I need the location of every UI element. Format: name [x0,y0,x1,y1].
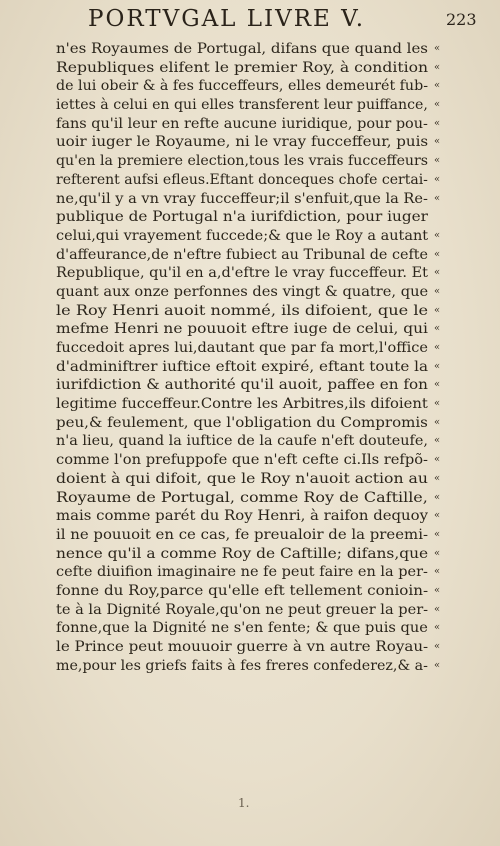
line-text: Royaume de Portugal, comme Roy de Caftille, [56,489,428,506]
marginal-quote-mark: « [434,398,441,410]
line-text: comme l'on prefuppofe que n'eft cefte ci.Ils refpõ- [56,452,428,469]
line-text: ne,qu'il y a vn vray fucceffeur;il s'enfuit,que la Re- [56,190,428,207]
marginal-quote-mark: « [434,99,441,111]
line-text: peu,& feulement, que l'obligation du Compromis [56,414,428,431]
line-text: le Roy Henri auoit nommé, ils difoient, que le [56,302,429,319]
line-text: d'affeurance,de n'eftre fubiect au Tribunal de cefte [56,246,429,263]
text-line [56,451,446,470]
line-text: Republique, qu'il en a,d'eftre le vray fucceffeur. Et [56,265,429,282]
running-head: PORTVGAL LIVRE V. [88,6,366,32]
line-text: legitime fucceffeur.Contre les Arbitres,ils difoient [56,396,428,413]
text-line [56,619,446,638]
text-line [56,171,446,190]
marginal-quote-mark: « [434,622,441,634]
marginal-quote-mark: « [434,547,441,559]
text-line [56,414,446,433]
text-line [56,283,446,302]
marginal-quote-mark: « [434,248,441,260]
text-line [56,563,446,582]
line-text: celui,qui vrayement fuccede;& que le Roy a autant [56,227,429,244]
text-line [56,601,446,620]
line-text: de lui obeir & à fes fucceffeurs, elles demeurét fub- [56,78,429,95]
marginal-quote-mark: « [434,304,441,316]
line-text: n'a lieu, quand la iuftice de la caufe n'eft douteufe, [56,433,428,450]
text-line [56,507,446,526]
marginal-quote-mark: « [434,61,441,73]
text-line [56,526,446,545]
marginal-quote-mark: « [434,379,441,391]
line-text: nence qu'il a comme Roy de Caftille; difans,que [56,545,429,562]
text-line [56,59,446,78]
marginal-quote-mark: « [434,43,441,54]
text-line [56,264,446,283]
line-text: quant aux onze perfonnes des vingt & quatre, que [56,283,429,300]
text-line [56,133,446,152]
text-line [56,77,446,96]
marginal-quote-mark: « [434,323,441,335]
line-text: doient à qui difoit, que le Roy n'auoit action au [56,470,428,487]
marginal-quote-mark: « [434,229,441,241]
marginal-quote-mark: « [434,360,441,372]
line-text: cefte diuifion imaginaire ne fe peut faire en la per- [56,564,428,581]
text-line [56,227,446,246]
line-text: fonne,que la Dignité ne s'en fente; & que puis que [56,620,428,637]
page-number: 223 [446,10,477,29]
text-line [56,638,446,657]
line-text: me,pour les griefs faits à fes freres confederez,& a- [56,657,428,674]
line-text: uoir iuger le Royaume, ni le vray fucceffeur, puis [56,134,429,151]
text-line [56,582,446,601]
marginal-quote-mark: « [434,342,441,353]
text-line [56,395,446,414]
text-line [56,40,446,59]
marginal-quote-mark: « [434,155,441,167]
marginal-quote-mark: « [434,603,441,615]
marginal-quote-mark: « [434,416,441,428]
text-line [56,470,446,489]
line-text: le Prince peut mouuoir guerre à vn autre Royau- [56,639,429,655]
marginal-quote-mark: « [434,510,441,522]
marginal-quote-mark: « [434,285,441,297]
line-text: fonne du Roy,parce qu'elle eft tellement conioin- [56,582,429,599]
text-line [56,432,446,451]
line-text: il ne pouuoit en ce cas, fe preualoir de la preemi- [56,526,428,543]
marginal-quote-mark: « [434,566,441,578]
text-line [56,190,446,209]
line-text: iettes à celui en qui elles transferent leur puiffance, [56,97,428,114]
line-text: fans qu'il leur en refte aucune iuridique, pour pou- [56,115,428,132]
text-line [56,339,446,358]
line-text: qu'en la premiere election,tous les vrais fucceffeurs [56,153,429,170]
line-text: publique de Portugal n'a iurifdiction, pour iuger [56,209,428,226]
marginal-quote-mark: « [434,267,441,279]
text-line [56,96,446,115]
marginal-quote-mark: « [434,454,441,466]
text-line [56,358,446,377]
marginal-quote-mark: « [434,584,441,596]
marginal-quote-mark: « [434,192,441,204]
text-line [56,320,446,339]
text-line [56,152,446,171]
text-line [56,545,446,564]
line-text: mefme Henri ne pouuoit eftre iuge de celui, qui [56,321,428,338]
marginal-quote-mark: « [434,117,441,129]
marginal-quote-mark: « [434,491,441,503]
text-line [56,302,446,321]
line-text: fuccedoit apres lui,dautant que par fa mort,l'office [56,340,428,356]
marginal-quote-mark: « [434,136,441,148]
line-text: te à la Dignité Royale,qu'on ne peut greuer la per- [56,601,429,618]
body-text [56,40,446,675]
marginal-quote-mark: « [434,435,441,447]
line-text: n'es Royaumes de Portugal, difans que quand les [56,41,428,57]
text-line [56,376,446,395]
page-header [0,2,500,32]
text-line [56,208,446,227]
text-line [56,115,446,134]
marginal-quote-mark: « [434,528,441,540]
line-text: Republiques elifent le premier Roy, à condition [56,59,429,76]
marginal-quote-mark: « [434,173,441,185]
line-text: mais comme parét du Roy Henri, à raifon dequoy [56,508,429,525]
footer-mark: 1. [238,796,250,810]
marginal-quote-mark: « [434,659,441,671]
marginal-quote-mark: « [434,641,441,652]
text-line [56,489,446,508]
text-line [56,657,446,676]
line-text: iurifdiction & authorité qu'il auoit, paffee en fon [56,377,428,394]
line-text: refterent aufsi efleus.Eftant donceques chofe certai- [56,171,428,188]
text-line [56,246,446,265]
marginal-quote-mark: « [434,472,441,484]
line-text: d'adminiftrer iuftice eftoit expiré, eftant toute la [56,358,428,375]
marginal-quote-mark: « [434,80,441,92]
